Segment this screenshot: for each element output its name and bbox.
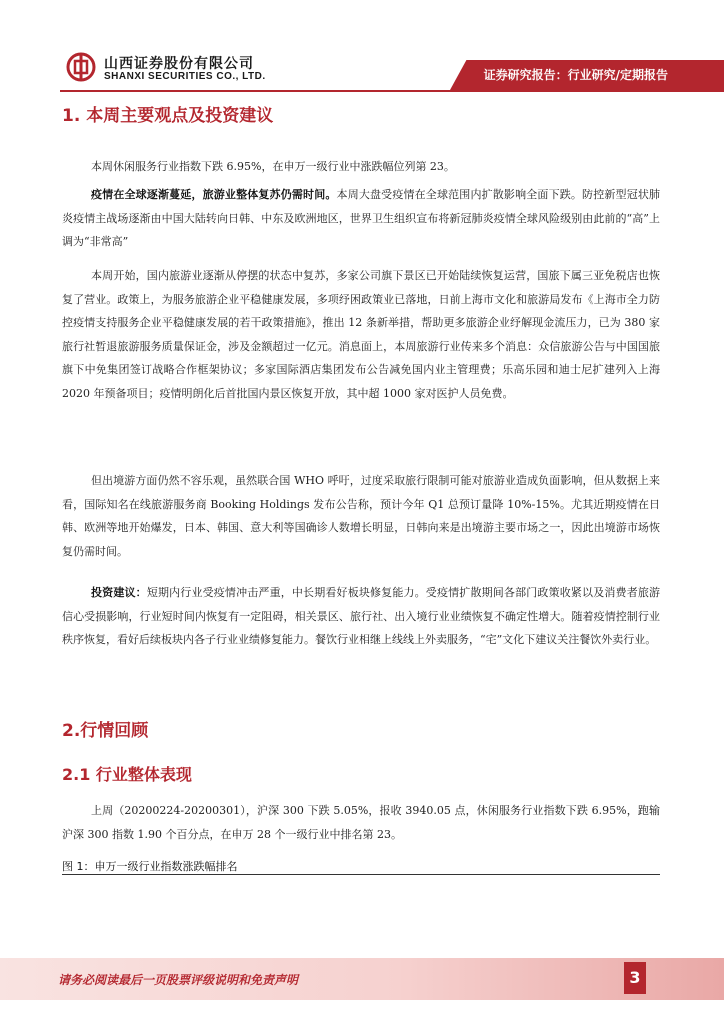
page-header [0, 0, 724, 95]
section1-paragraph-2-lead: 疫情在全球逐渐蔓延，旅游业整体复苏仍需时间。 [91, 188, 337, 201]
investment-advice-body: 短期内行业受疫情冲击严重，中长期看好板块修复能力。受疫情扩散期间各部门政策收紧以及消费者旅游信心受损影响，行业短时间内恢复有一定阻碍，相关景区、旅行社、出入境行业业绩恢复不确定性增大。随着疫情控制行业秩序恢复，看好后续板块内各子行业业绩修复能力。餐饮行业相继上线线上外卖服务，“宅”文化下建议关注餐饮外卖行业。 [62, 586, 661, 646]
caption-divider [62, 874, 660, 875]
investment-advice-label: 投资建议： [91, 586, 147, 599]
company-logo-icon [66, 52, 96, 82]
company-name-cn: 山西证券股份有限公司 [104, 56, 254, 72]
section1-paragraph-2-body: 本周大盘受疫情在全球范围内扩散影响全面下跌。防控新型冠状肺炎疫情主战场逐渐由中国大陆转向日韩、中东及欧洲地区，世界卫生组织宣布将新冠肺炎疫情全球风险级别由此前的“高”上调为“非常高” [62, 188, 661, 248]
section1-paragraph-2 [62, 183, 660, 254]
section1-title: 1. 本周主要观点及投资建议 [62, 106, 274, 126]
figure-caption: 图 1：申万一级行业指数涨跌幅排名 [62, 860, 238, 873]
section1-paragraph-3: 本周开始，国内旅游业逐渐从停摆的状态中复苏，多家公司旗下景区已开始陆续恢复运营，国旅下属三亚免税店也恢复了营业。政策上，为服务旅游企业平稳健康发展，多项纾困政策业已落地，日前上海市文化和旅游局发布《上海市全力防控疫情支持服务企业平稳健康发展的若干政策措施》，推出 12 条新举措，帮助更多旅游企业纾解现金流压力，已为 380 家旅行社暂退旅游服务质量保证金，涉及金额超过一亿元。消息面上，本周旅游行业传来多个消息：众信旅游公告与中国国旅旗下中免集团签订战略合作框架协议；多家国际酒店集团发布公告减免国内业主管理费；乐高乐园和迪士尼扩建列入上海 2020 年预备项目；疫情明朗化后首批国内景区恢复开放，其中超 1000 家对医护人员免费。 [62, 269, 660, 400]
section1-paragraph-5 [62, 581, 660, 652]
section2-title: 2.行情回顾 [62, 721, 149, 741]
section2-paragraph-1: 上周（20200224-20200301），沪深 300 下跌 5.05%，报收 3940.05 点，休闲服务行业指数下跌 6.95%，跑输沪深 300 指数 1.90 个百分点，在申万 28 个一级行业中排名第 23。 [62, 804, 660, 841]
section1-paragraph-4: 但出境游方面仍然不容乐观，虽然联合国 WHO 呼吁，过度采取旅行限制可能对旅游业造成负面影响，但从数据上来看，国际知名在线旅游服务商 Booking Holdings 发布公告称，预计今年 Q1 总预订量降 10%-15%。尤其近期疫情在日韩、欧洲等地开始爆发，日本、韩国、意大利等国确诊人数增长明显，日韩向来是出境游主要市场之一，因此出境游市场恢复仍需时间。 [62, 474, 660, 558]
section2-1-title: 2.1 行业整体表现 [62, 765, 192, 784]
company-name-en: SHANXI SECURITIES CO., LTD. [104, 71, 266, 82]
report-type-label: 证券研究报告：行业研究/定期报告 [483, 68, 668, 82]
footer-disclaimer: 请务必阅读最后一页股票评级说明和免责声明 [58, 973, 299, 987]
header-divider [60, 90, 724, 92]
page-number: 3 [624, 962, 646, 994]
section1-paragraph-1: 本周休闲服务行业指数下跌 6.95%，在申万一级行业中涨跌幅位列第 23。 [91, 160, 455, 173]
